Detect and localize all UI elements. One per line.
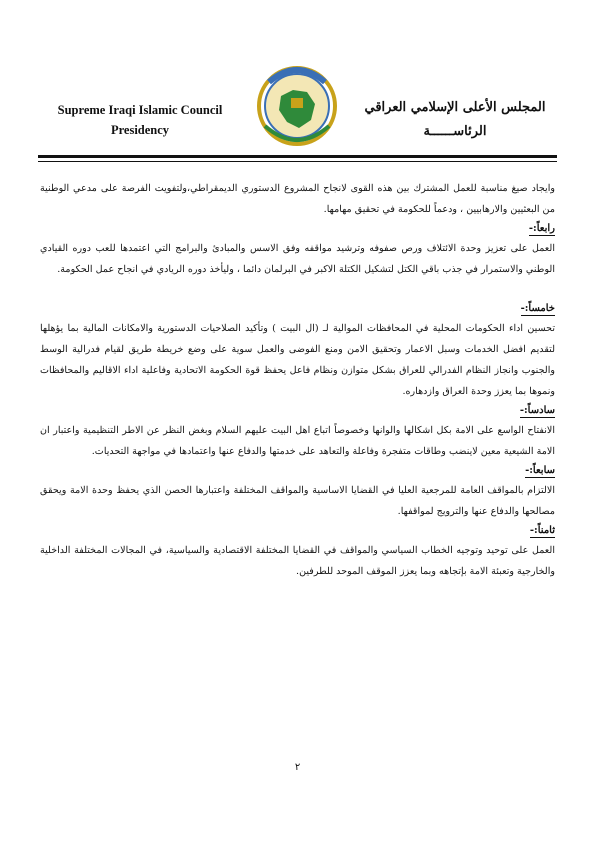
- header-ar-subtitle: الرئاســــــة: [423, 124, 487, 139]
- heading-text: خامساً:-: [520, 303, 555, 314]
- section-heading-eighth: [40, 522, 555, 540]
- heading-text: سابعاً:-: [525, 465, 555, 476]
- section-heading-fourth: [40, 220, 555, 238]
- section-heading-fifth: [40, 300, 555, 318]
- paragraph-intro: وايجاد صيغ مناسبة للعمل المشترك بين هذه القوى لانجاح المشروع الدستوري الديمقراطي،ولتفويت الفرصة على مدعي الوطنية من البعثيين والارهابيين ، ودعماً للحكومة في تحقيق مهامها.: [40, 183, 555, 215]
- header-en-title: Supreme Iraqi Islamic Council: [57, 103, 223, 117]
- spacer: [40, 280, 555, 300]
- header-ar-title: المجلس الأعلى الإسلامي العراقي: [364, 100, 546, 115]
- section-heading-sixth: [40, 402, 555, 420]
- header-divider-thick: [38, 155, 557, 158]
- page-number: ٢: [294, 762, 301, 773]
- header-en-subtitle: Presidency: [110, 123, 170, 137]
- council-emblem-icon: [255, 62, 339, 154]
- section-heading-seventh: [40, 462, 555, 480]
- header-arabic: [355, 96, 555, 144]
- document-body: [40, 178, 555, 582]
- header-divider-thin: [38, 161, 557, 162]
- heading-text: رابعاً:-: [528, 223, 555, 234]
- heading-text: ثامناً:-: [529, 525, 555, 536]
- paragraph-fifth: تحسين اداء الحكومات المحلية في المحافظات الموالية لـ (ال البيت ) وتأكيد الصلاحيات الدستورية والامكانات المالية بما يؤهلها لتقديم افضل الخدمات وسبل الاعمار وتحقيق الامن ومنع الفوضى والعمل سوية على وضع خريطة طريق لقيام فدرالية الوسط والجنوب وانجاز النظام الفدرالي للعراق بشكل متوازن ونظام فاعل يحفظ قوة الحكومة الاتحادية وفاعلية اداء الاقاليم والمحافظات ونموها بما يعزز وحدة العراق وازدهاره.: [40, 323, 555, 397]
- heading-text: سادساً:-: [519, 405, 555, 416]
- paragraph-eighth: العمل على توحيد وتوجيه الخطاب السياسي والمواقف في القضايا المختلفة الاقتصادية والسياسية، في المجالات المختلفة الداخلية والخارجية وتعبئة الامة بإتجاهه وبما يعزز الموقف الموحد للطرفين.: [40, 545, 555, 577]
- paragraph-fourth: العمل على تعزيز وحدة الائتلاف ورص صفوفه وترشيد مواقفه وفق الاسس والمبادئ والبرامج التي اعتمدها للعب دوره القيادي الوطني والاستمرار في جذب باقي الكتل لتشكيل الكتلة الاكبر في البرلمان دائما ، وليأخذ دوره الريادي في انجاح عمل الحكومة.: [40, 243, 555, 275]
- paragraph-seventh: الالتزام بالمواقف العامة للمرجعية العليا في القضايا الاساسية والمواقف المختلفة واعتبارها الحصن الذي يحفظ وحدة الامة ويحقق مصالحها والدفاع عنها والترويج لمواقفها.: [40, 485, 555, 517]
- header-english: [40, 100, 240, 140]
- paragraph-sixth: الانفتاح الواسع على الامة بكل اشكالها والوانها وخصوصاً اتباع اهل البيت عليهم السلام وبغض النظر عن الاطر التنظيمية واعتبار ان الامة الشيعية معين لاينضب وطاقات متفجرة وفاعلة والتعاهد على خدمتها والدفاع عنها واعتمادها في مواجهة التحديات.: [40, 425, 555, 457]
